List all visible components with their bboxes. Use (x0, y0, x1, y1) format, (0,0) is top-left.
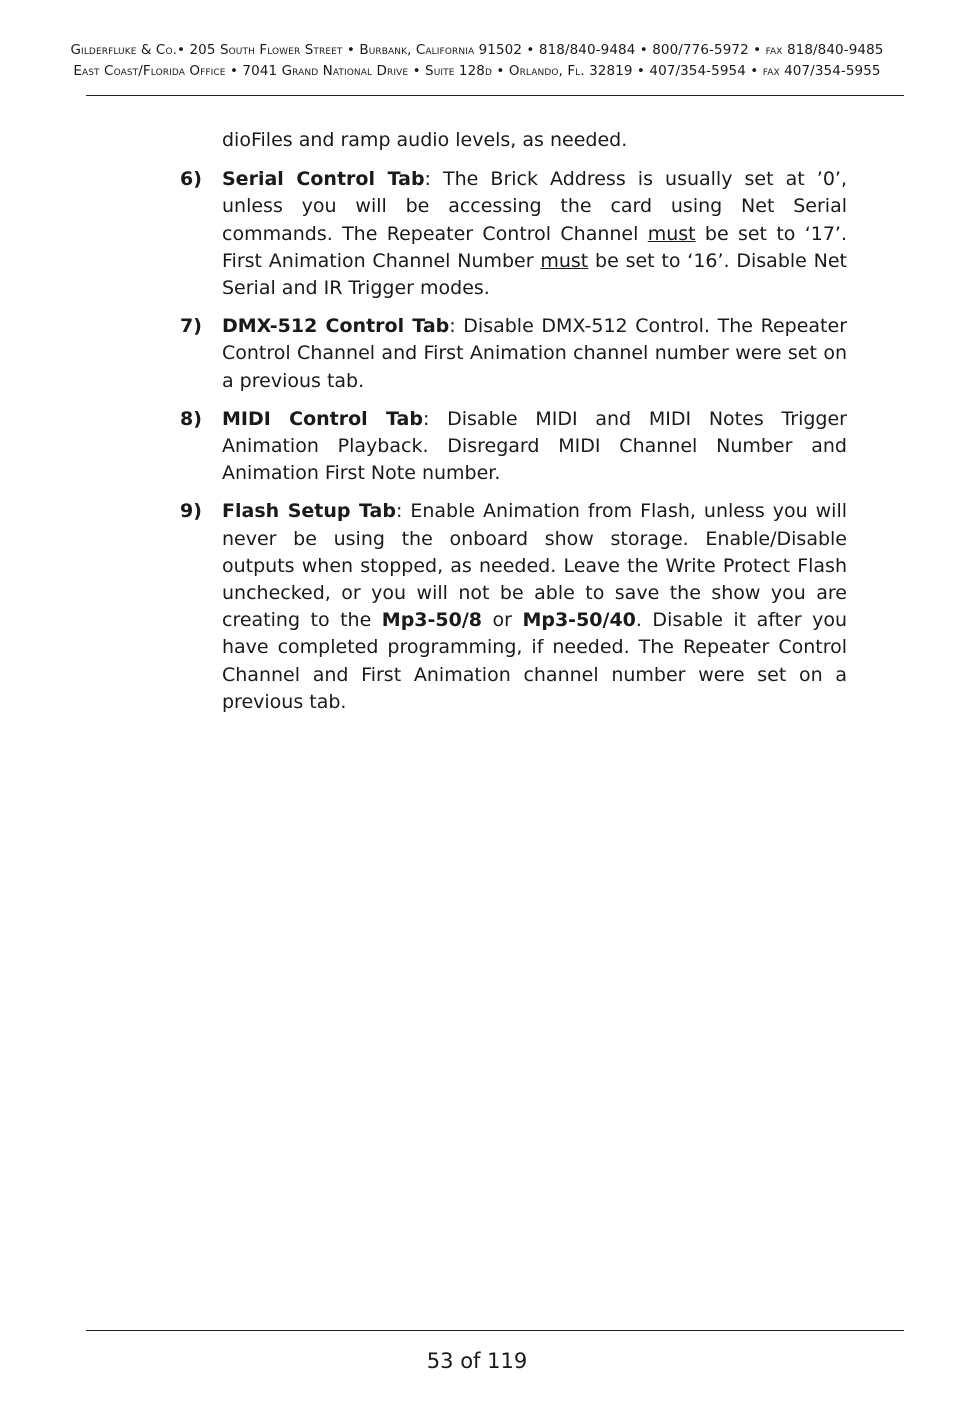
footer-rule (86, 1330, 904, 1331)
list-item-7 (180, 313, 848, 395)
item-text: : Disable DMX-512 Control. The Repeater Control Channel and First Animation channel number were set on a previous tab. (222, 315, 848, 392)
item-text: or (482, 609, 523, 632)
item-number: 8) (180, 407, 202, 430)
item-text: be set to ‘16’. Disable Net Serial and IR Trigger modes. (222, 249, 847, 300)
emphasis-must: must (647, 222, 696, 245)
list-item-9 (180, 498, 848, 716)
item-title: Serial Control Tab (222, 168, 425, 191)
item-text: : Disable MIDI and MIDI Notes Trigger Animation Playback. Disregard MIDI Channel Number and Animation First Note number. (222, 407, 847, 485)
item-number: 7) (180, 315, 202, 338)
page-number: 53 of 119 (426, 1349, 528, 1373)
item-title: Flash Setup Tab (222, 500, 396, 523)
item-text: : Enable Animation from Flash, unless you will never be using the onboard show storage. Enable/Disable outputs when stopped, as needed. Leave the Write Protect Flash unchecked, or you will not be able to save the show you are creating to the (222, 500, 848, 632)
item-number: 6) (180, 168, 202, 191)
item-number: 9) (180, 500, 202, 523)
header-rule (86, 95, 904, 96)
page-body (0, 127, 954, 727)
item-text: : The Brick Address is usually set at ’0’, unless you will be accessing the card using Net Serial commands. The Repeater Control Channel (222, 168, 847, 245)
list-item-8 (180, 406, 847, 488)
page-header (0, 40, 954, 82)
product-name: Mp3-50/8 (381, 609, 482, 632)
list-item-6 (180, 166, 847, 302)
item-title: DMX-512 Control Tab (222, 315, 450, 338)
header-address-line-1: Gilderfluke & Co.• 205 South Flower Street • Burbank, California 91502 • 818/840-9484 • 800/776-5972 • fax 818/840-9485 (70, 42, 884, 58)
item-text: be set to ‘17’. First Animation Channel Number (222, 222, 847, 272)
product-name: Mp3-50/40 (522, 609, 636, 632)
item-text: . Disable it after you have completed programming, if needed. The Repeater Control Channel and First Animation channel number were set on a previous tab. (222, 609, 848, 713)
header-address-line-2: East Coast/Florida Office • 7041 Grand National Drive • Suite 128d • Orlando, Fl. 32819 • 407/354-5954 • fax 407/354-5955 (73, 63, 881, 79)
emphasis-must: must (540, 249, 589, 272)
continuation-text: dioFiles and ramp audio levels, as needed. (222, 129, 628, 151)
item-title: MIDI Control Tab (222, 407, 423, 430)
